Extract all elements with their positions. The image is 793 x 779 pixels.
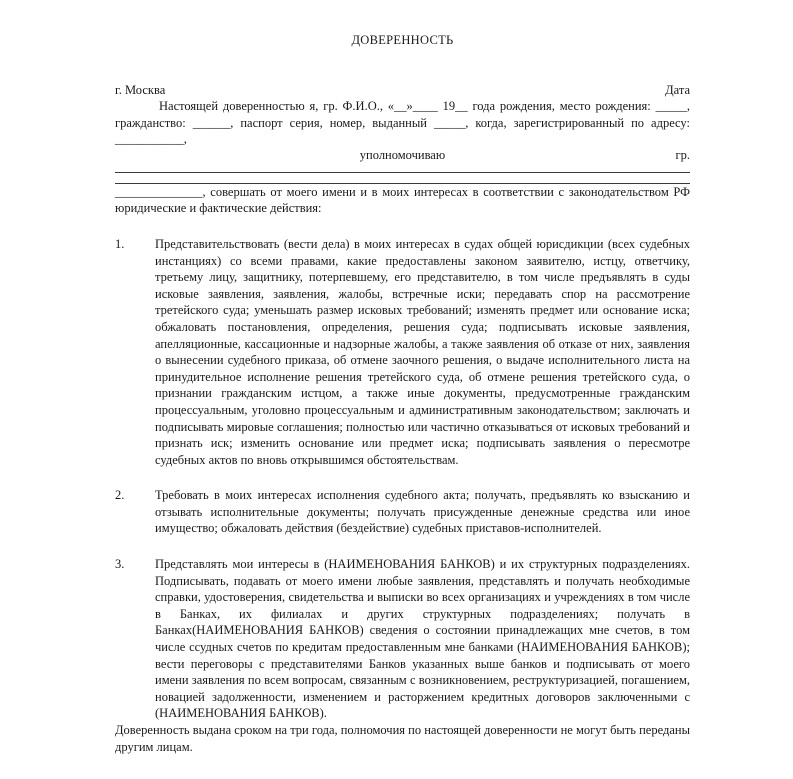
place-of-issue: г. Москва [115, 83, 166, 97]
place-date-row [115, 83, 690, 98]
clause-2 [115, 487, 690, 537]
intro-text: Настоящей доверенностью я, гр. Ф.И.О., «__»____ 19__ года рождения, место рождения: _____, гражданство: ______, паспорт серия, номер, выданный _____, когда, зарегистрированный по адресу: ___________, [115, 99, 690, 147]
clause-1 [115, 236, 690, 468]
authorize-word: уполномочиваю [359, 147, 446, 162]
closing-text: Доверенность выдана сроком на три года, полномочия по настоящей доверенности не могут быть переданы другим лицам. [115, 723, 690, 754]
date-label: Дата [665, 83, 690, 97]
clause-1-text: Представительствовать (вести дела) в моих интересах в судах общей юрисдикции (всех судебных инстанциях) со всеми правами, какие предоставлены законом заявителю, истцу, ответчику, третьему лицу, защитнику, потерпевшему, его представителю, в том числе предъявлять в суды исковые заявления, заявления, жалобы, встречные иски; передавать спор на рассмотрение третейского суда; уменьшать размер исковых требований; изменять предмет или основание иска; обжаловать постановления, определения, решения суда; подписывать исковые заявления, апелляционные, кассационные и надзорные жалобы, а также заявления об отказе от них, заявления о вынесении судебного приказа, об отмене заочного решения, о выдаче исполнительного листа на принудительное исполнение решения третейского суда, об отмене решения третейского суда, о признании гражданским истцом, а также иные документы, предусмотренные гражданским процессуальным, уголовно процессуальным и административным законодательством; заключать и подписывать мировые соглашения; полностью или частично отказываться от исковых требований и признать иск; изменить основание или предмет иска; подписывать заявления о пересмотре судебных актов по вновь открывшимся обстоятельствам. [155, 236, 690, 467]
clause-3-number: 3. [115, 557, 125, 572]
clause-3-text: Представлять мои интересы в (НАИМЕНОВАНИЯ БАНКОВ) и их структурных подразделениях. Подписывать, подавать от моего имени любые заявления, представлять и получать необходимые справки, удостоверения, свидетельства и выписки во всех организациях и учреждениях в том числе в Банках, их филиалах и других структурных подразделениях; получать в Банках(НАИМЕНОВАНИЯ БАНКОВ) сведения о состоянии принадлежащих мне счетов, в том числе ссудных счетов по кредитам предоставленным мне банками (НАИМЕНОВАНИЯ БАНКОВ); вести переговоры с представителями Банков указанных выше банков и подписывать от моего имени заявления по всем вопросам, связанным с возникновением, реструктуризацией, погашением, новацией задолженности, изменением и расторжением кредитных договоров заключенными с (НАИМЕНОВАНИЯ БАНКОВ). [155, 557, 690, 721]
intro-continuation [115, 184, 690, 217]
clause-2-number: 2. [115, 488, 125, 503]
clause-1-number: 1. [115, 236, 125, 251]
clause-3 [115, 556, 690, 722]
citizen-abbrev: гр. [675, 147, 690, 162]
intro-paragraph [115, 98, 690, 148]
blank-fill-line-1[interactable] [115, 172, 690, 173]
closing-paragraph [115, 722, 690, 755]
clause-2-text: Требовать в моих интересах исполнения судебного акта; получать, предъявлять ко взысканию и отзывать исполнительные документы; получать присужденные денежные средства или иное имущество; обжаловать действия (бездействие) судебных приставов-исполнителей. [155, 488, 690, 536]
page-title: ДОВЕРЕННОСТЬ [351, 33, 454, 47]
authorize-row [115, 148, 690, 165]
intro-continuation-text: ______________, совершать от моего имени и в моих интересах в соответствии с законодательством РФ юридические и фактические действия: [115, 184, 690, 216]
